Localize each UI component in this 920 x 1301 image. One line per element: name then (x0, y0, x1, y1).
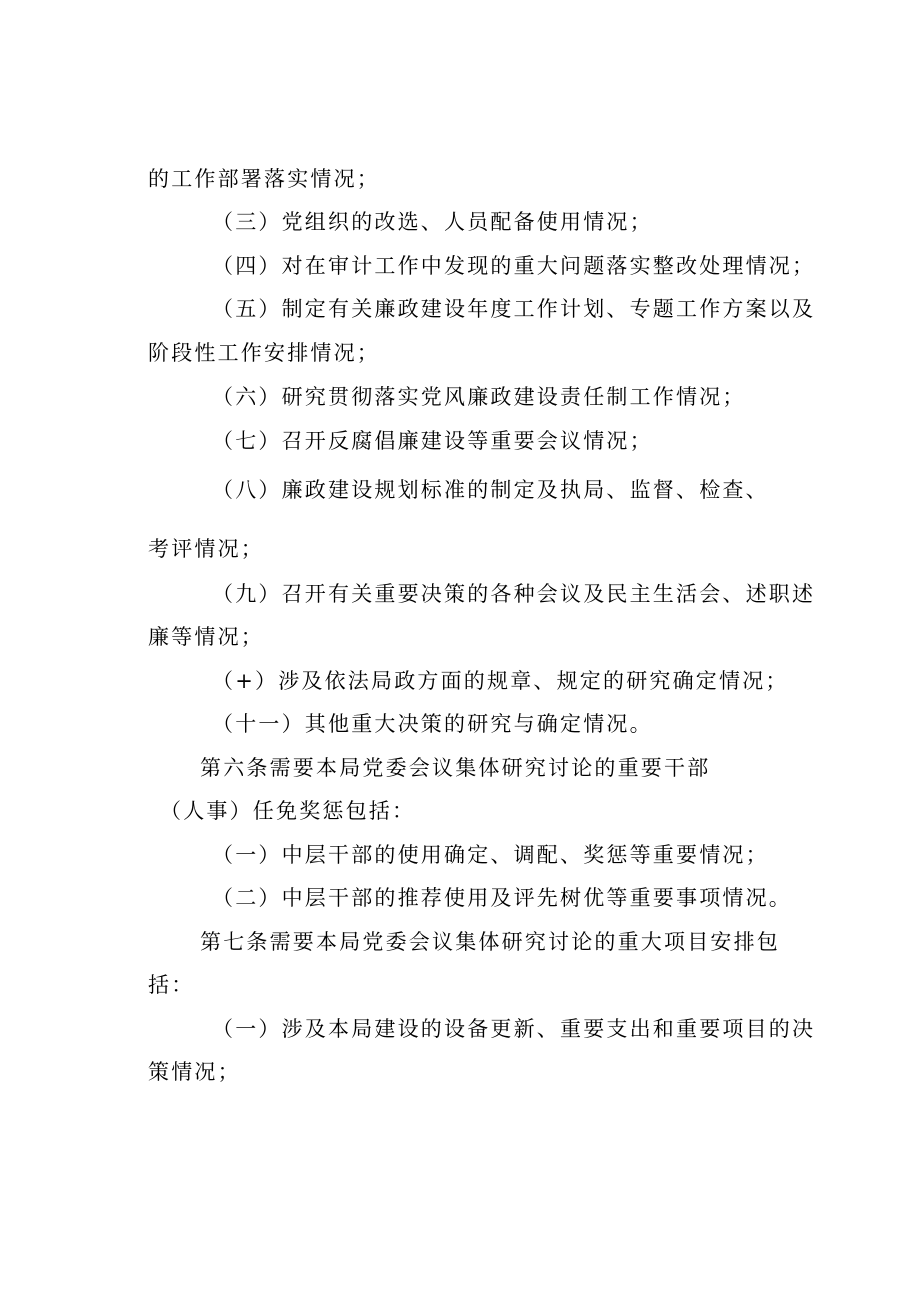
text-line: （+）涉及依法局政方面的规章、规定的研究确定情况； (212, 669, 789, 693)
text-line: （三）党组织的改选、人员配备使用情况； (212, 210, 653, 234)
text-line: 廉等情况； (148, 625, 264, 649)
text-line: （八）廉政建设规划标准的制定及执局、监督、检查、 (212, 478, 769, 502)
text-line: 的工作部署落实情况； (148, 167, 380, 191)
text-line: 阶段性工作安排情况； (148, 341, 380, 365)
text-line: （一）中层干部的使用确定、调配、奖惩等重要情况； (212, 843, 769, 867)
text-line: 策情况； (148, 1060, 241, 1084)
text-line: （九）召开有关重要决策的各种会议及民主生活会、述职述 (212, 582, 816, 606)
text-line: （十一）其他重大决策的研究与确定情况。 (212, 712, 653, 736)
text-line: （五）制定有关廉政建设年度工作计划、专题工作方案以及 (212, 297, 816, 321)
text-line: （二）中层干部的推荐使用及评先树优等重要事项情况。 (212, 886, 792, 910)
text-line: （人事）任免奖惩包括： (160, 799, 416, 823)
text-line: 考评情况； (148, 537, 264, 561)
text-line: （六）研究贯彻落实党风廉政建设责任制工作情况； (212, 385, 746, 409)
article-heading: 第六条需要本局党委会议集体研究讨论的重要干部 (200, 756, 711, 780)
text-line: （四）对在审计工作中发现的重大问题落实整改处理情况； (212, 254, 816, 278)
text-line: （一）涉及本局建设的设备更新、重要支出和重要项目的决 (212, 1017, 816, 1041)
text-line: 括： (148, 973, 195, 997)
article-heading: 第七条需要本局党委会议集体研究讨论的重大项目安排包 (200, 930, 780, 954)
text-line: （七）召开反腐倡廉建设等重要会议情况； (212, 429, 653, 453)
